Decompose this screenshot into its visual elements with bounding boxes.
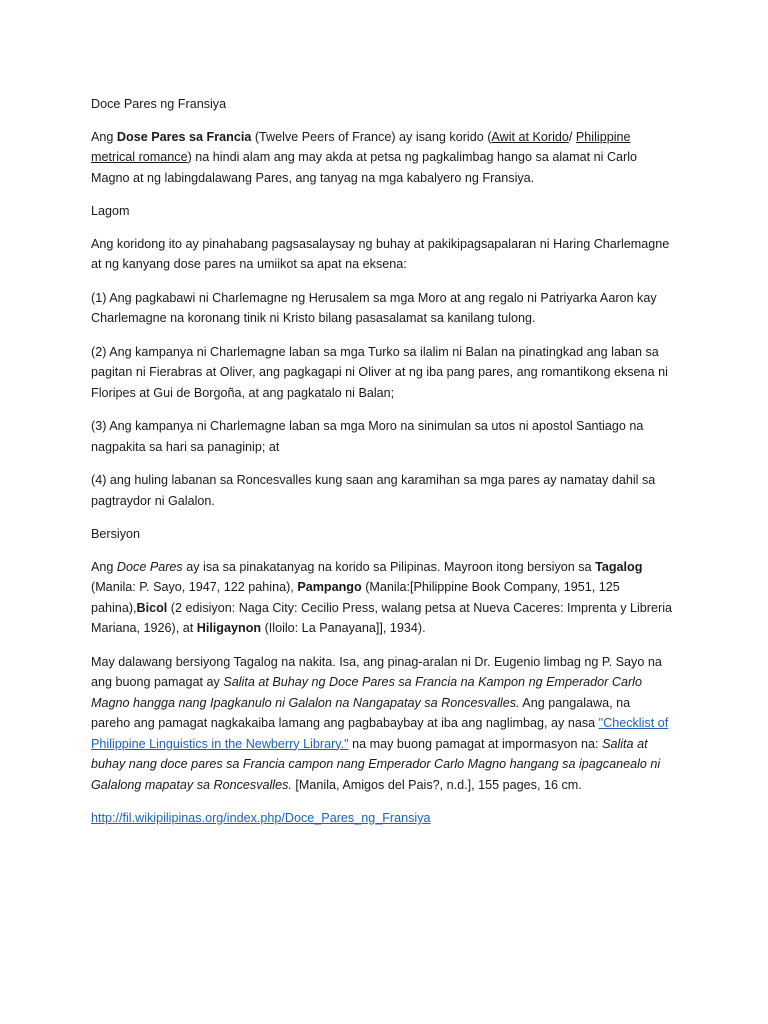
source-url-link[interactable]: http://fil.wikipilipinas.org/index.php/Doce_Pares_ng_Fransiya: [91, 811, 431, 825]
source-paragraph: [91, 808, 672, 829]
link-newberry-checklist[interactable]: "Checklist of Philippine Linguistics in the Newberry Library.": [91, 716, 669, 751]
document-title: Doce Pares ng Fransiya: [91, 97, 227, 111]
lagom-paragraph: Ang koridong ito ay pinahabang pagsasalaysay ng buhay at pakikipagsapalaran ni Haring Charlemagne at ng kanyang dose pares na umiikot sa apat na eksena:: [91, 236, 670, 271]
term-dose-pares: Dose Pares sa Francia: [116, 129, 252, 144]
bersiyon-paragraph: Ang Doce Pares ay isa sa pinakatanyag na korido sa Pilipinas. Mayroon itong bersiyon sa Tagalog (Manila: P. Sayo, 1947, 122 pahina), Pampango (Manila:[Philippine Book Company, 1951, 125 pahina),Bicol (2 edisiyon: Naga City: Cecilio Press, walang petsa at Nueva Caceres: Imprenta y Libreria Mariana, 1926), at Hiligaynon (Iloilo: La Panayana]], 1934).: [91, 559, 672, 635]
tagalog-versions-paragraph: May dalawang bersiyong Tagalog na nakita. Isa, ang pinag-aralan ni Dr. Eugenio limbag ng P. Sayo na ang buong pamagat ay Salita at Buhay ng Doce Pares sa Francia na Kampon ng Emperador Carlo Magno hangga nang Ipagkanulo ni Galalon na Nangapatay sa Roncesvalles. Ang pangalawa, na pareho ang pamagat nagkakaiba lamang ang pagbabaybay at iba ang naglimbag, ay nasa "Checklist of Philippine Linguistics in the Newberry Library." na may buong pamagat at impormasyon na: Salita at buhay nang doce pares sa Francia campon nang Emperador Carlo Magno hangang sa ipagcanealo ni Galalong mapatay sa Roncesvalles. [Manila, Amigos del Pais?, n.d.], 155 pages, 16 cm.: [91, 654, 669, 792]
heading-lagom: Lagom: [91, 204, 130, 218]
list-item: (2) Ang kampanya ni Charlemagne laban sa mga Turko sa ilalim ni Balan na pinatingkad ang laban sa pagitan ni Fierabras at Oliver, ang pagkagapi ni Oliver at ng iba pang pares, ang romantikong eksena ni Floripes at Gui de Borgoña, at ang pagkatalo ni Balan;: [91, 344, 668, 400]
link-awit-at-korido[interactable]: Awit at Korido: [491, 129, 569, 144]
list-item: (3) Ang kampanya ni Charlemagne laban sa mga Moro na sinimulan sa utos ni apostol Santiago na nagpakita sa hari sa panaginip; at: [91, 419, 644, 454]
heading-bersiyon: Bersiyon: [91, 527, 140, 541]
list-item: (4) ang huling labanan sa Roncesvalles kung saan ang karamihan sa mga pares ay namatay dahil sa pagtraydor ni Galalon.: [91, 473, 656, 508]
link-philippine-metrical-romance[interactable]: Philippine metrical romance: [91, 129, 631, 164]
list-item: (1) Ang pagkabawi ni Charlemagne ng Herusalem sa mga Moro at ang regalo ni Patriyarka Aaron kay Charlemagne na koronang tinik ni Kristo bilang pasasalamat sa kanilang tulong.: [91, 290, 657, 325]
intro-paragraph: Ang Dose Pares sa Francia (Twelve Peers of France) ay isang korido (Awit at Korido/ Philippine metrical romance) na hindi alam ang may akda at petsa ng pagkalimbag hango sa alamat ni Carlo Magno at ng labingdalawang Pares, ang tanyag na mga kabalyero ng Fransiya.: [91, 129, 638, 185]
